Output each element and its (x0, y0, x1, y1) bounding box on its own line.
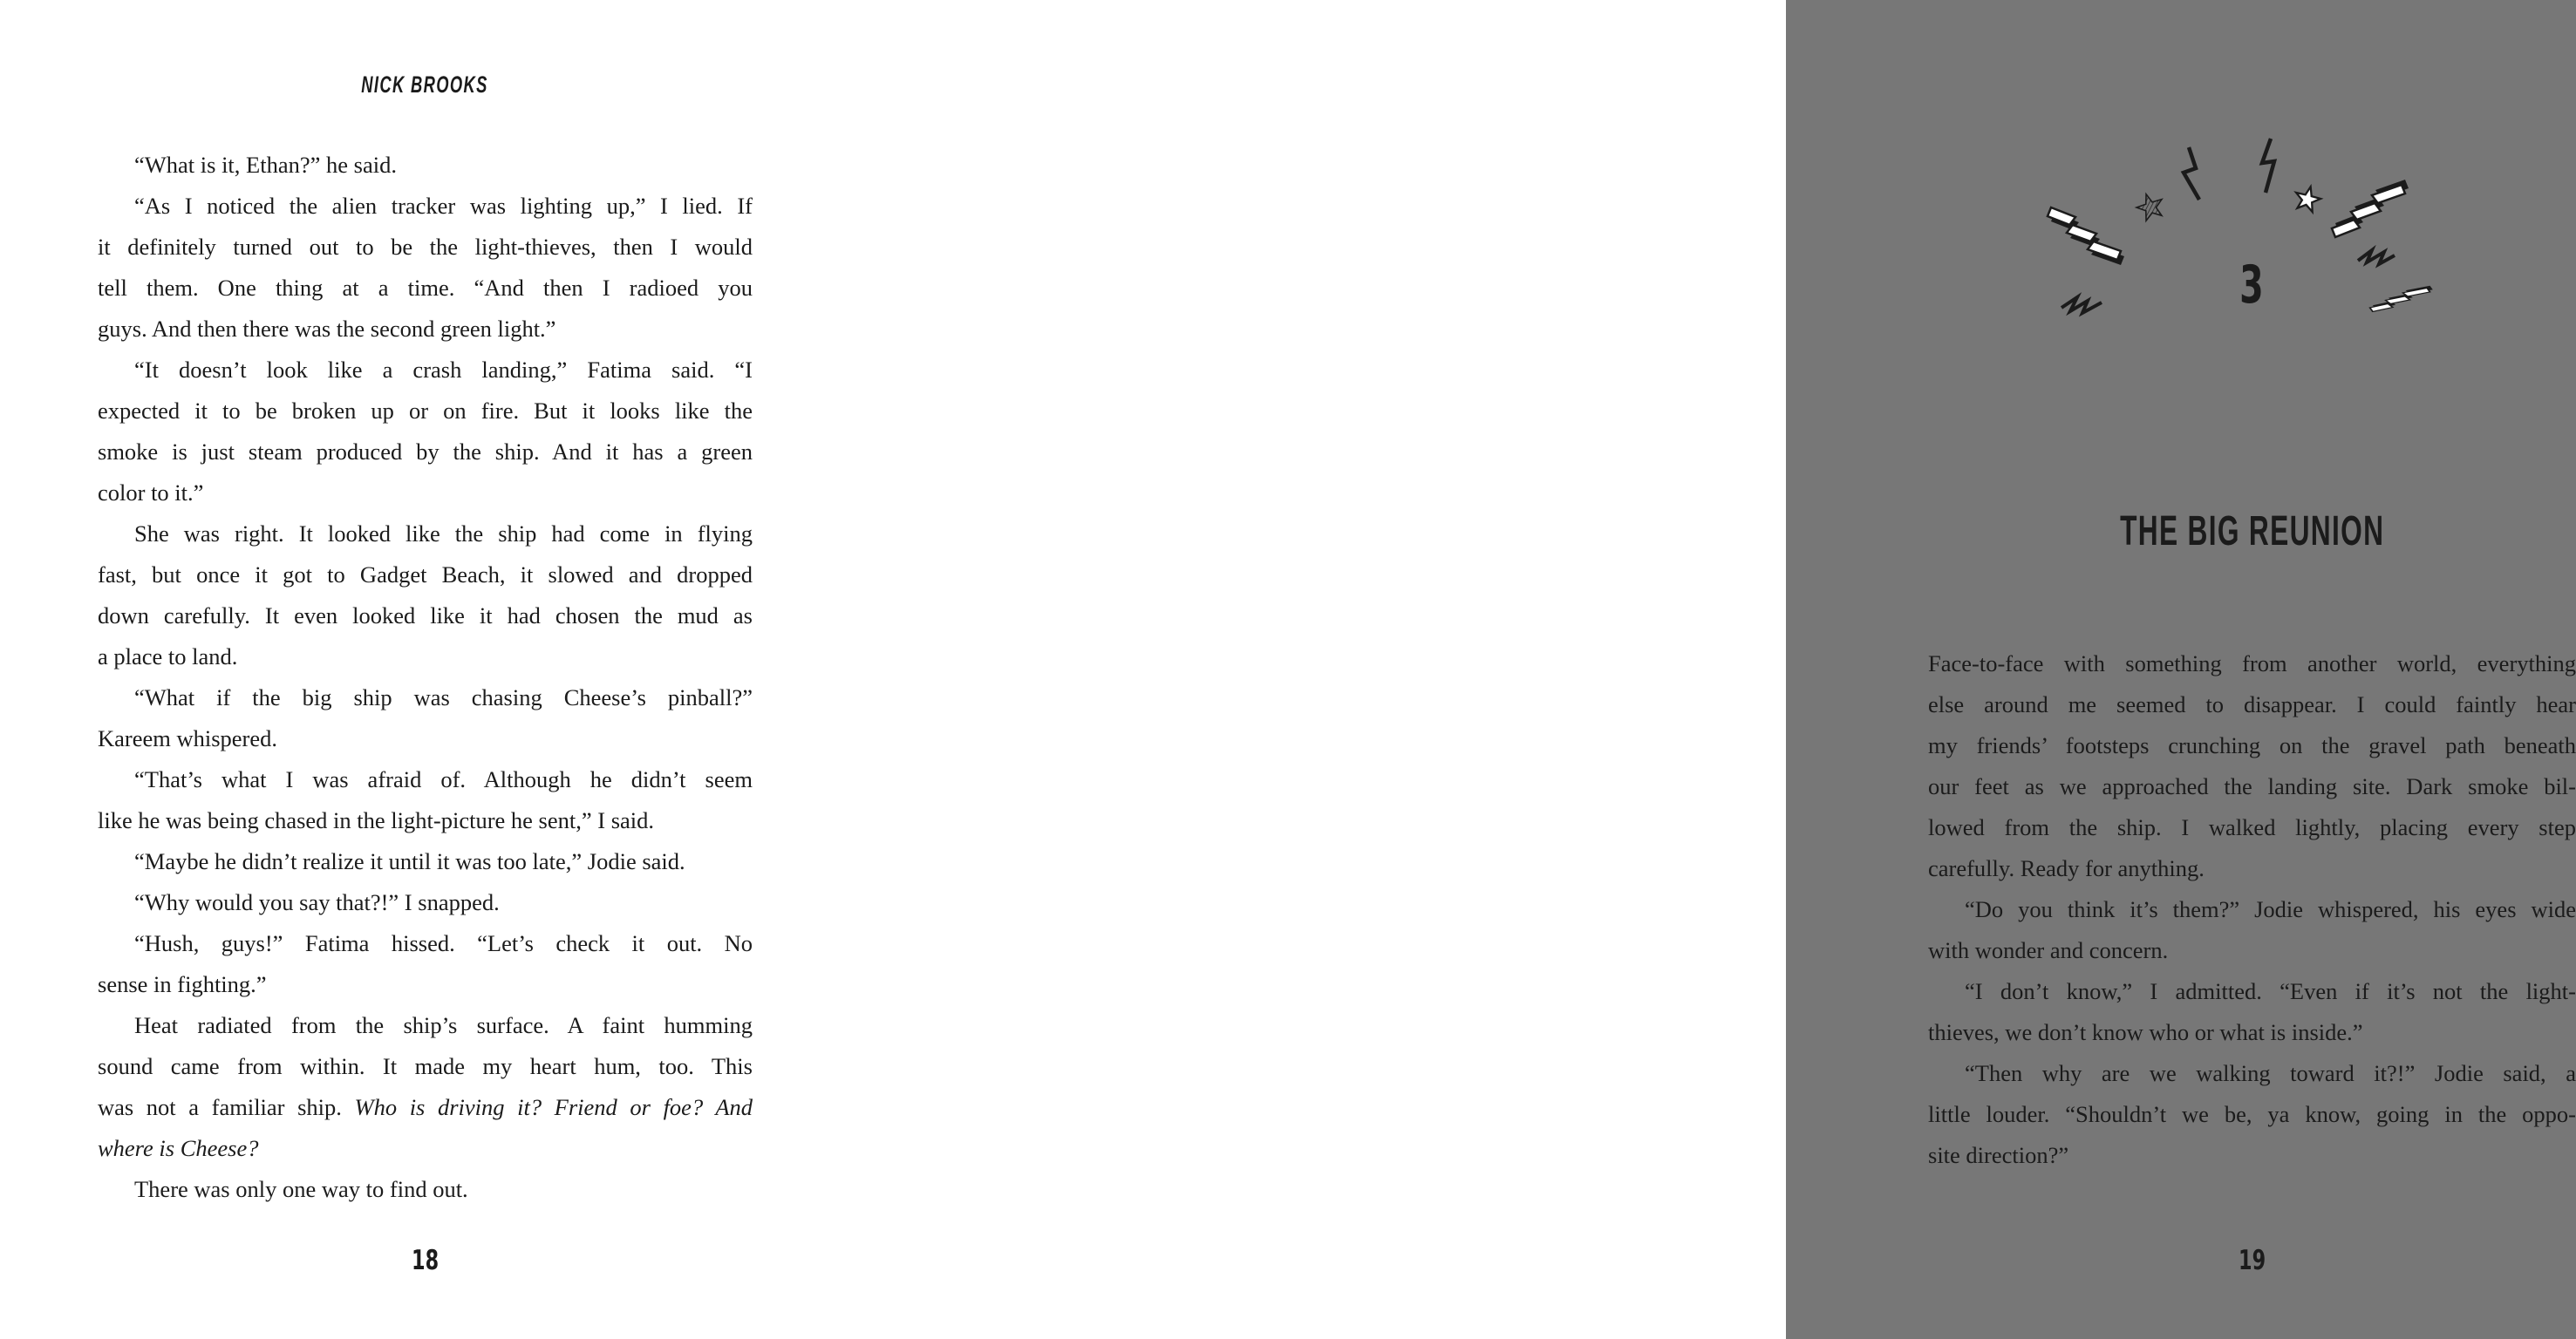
thin-lightning-stroke-right-icon (2262, 139, 2274, 193)
text-line: There was only one way to find out. (134, 1176, 468, 1202)
text-line: “What if the big ship was chasing Cheese’s pinball?” (134, 684, 753, 710)
text-line: sound came from within. It made my heart hum, too. This (98, 1053, 753, 1079)
text-line: “As I noticed the alien tracker was lighting up,” I lied. If (134, 193, 753, 219)
text-line: down carefully. It even looked like it had chosen the mud as (98, 602, 753, 629)
text-line: lowed from the ship. I walked lightly, placing every step (1928, 814, 2576, 840)
outline-star-icon (2293, 184, 2323, 214)
text-line: “It doesn’t look like a crash landing,” Fatima said. “I (134, 357, 753, 383)
text-line: Face-to-face with something from another world, everything (1928, 650, 2576, 676)
text-line: fast, but once it got to Gadget Beach, it slowed and dropped (98, 561, 753, 588)
text-line: sense in fighting.” (98, 971, 267, 997)
right-text-block (1928, 643, 2576, 1176)
text-line: “I don’t know,” I admitted. “Even if it’s not the light- (1965, 978, 2576, 1004)
text-line: smoke is just steam produced by the ship. And it has a green (98, 438, 753, 465)
text-line: “Why would you say that?!” I snapped. (134, 889, 500, 915)
text-line: my friends’ footsteps crunching on the gravel path beneath (1928, 732, 2576, 758)
text-line: color to it.” (98, 479, 204, 506)
page-number-left-text: 18 (411, 1245, 440, 1276)
thin-lightning-stroke-left-icon (2184, 147, 2199, 200)
scribble-star-icon (2134, 190, 2167, 222)
chapter-number (2034, 256, 2470, 314)
text-line: with wonder and concern. (1928, 937, 2169, 963)
text-line: tell them. One thing at a time. “And then I radioed you (98, 275, 753, 301)
page-number-right-text: 19 (2238, 1245, 2266, 1276)
text-line: Kareem whispered. (98, 725, 278, 751)
text-line: else around me seemed to disappear. I could faintly hear (1928, 691, 2576, 717)
text-line: site direction?” (1928, 1142, 2069, 1168)
text-line: like he was being chased in the light-picture he sent,” I said. (98, 807, 655, 833)
text-line: “Do you think it’s them?” Jodie whispered, his eyes wide (1965, 896, 2576, 922)
running-header-text: NICK BROOKS (361, 71, 489, 98)
text-line: “What is it, Ethan?” he said. (134, 152, 397, 178)
text-line: little louder. “Shouldn’t we be, ya know, going in the oppo- (1928, 1101, 2576, 1127)
page-number-left (98, 1245, 753, 1276)
text-line: She was right. It looked like the ship had come in flying (134, 520, 753, 547)
text-line: our feet as we approached the landing site. Dark smoke bil- (1928, 773, 2576, 799)
chapter-title (1928, 507, 2576, 555)
text-line: Heat radiated from the ship’s surface. A faint humming (134, 1012, 753, 1038)
text-line: “Then why are we walking toward it?!” Jodie said, a (1965, 1060, 2576, 1086)
chapter-number-text: 3 (2239, 255, 2264, 316)
text-line: expected it to be broken up or on fire. But it looks like the (98, 398, 753, 424)
text-line: “That’s what I was afraid of. Although he didn’t seem (134, 766, 753, 792)
text-line: “Maybe he didn’t realize it until it was too late,” Jodie said. (134, 848, 685, 874)
text-line: guys. And then there was the second green light.” (98, 316, 556, 342)
page-left (0, 0, 893, 1339)
running-header (98, 71, 753, 99)
text-line: a place to land. (98, 643, 238, 670)
chapter-title-text: THE BIG REUNION (2119, 508, 2385, 554)
text-line: thieves, we don’t know who or what is inside.” (1928, 1019, 2363, 1045)
text-line: it definitely turned out to be the light-thieves, then I would (98, 234, 753, 260)
page-number-right (1928, 1245, 2576, 1276)
page-right (893, 0, 2576, 1339)
text-line: “Hush, guys!” Fatima hissed. “Let’s check it out. No (134, 930, 753, 956)
text-line: where is Cheese? (98, 1135, 259, 1161)
text-line: was not a familiar ship. Who is driving it? Friend or foe? And (98, 1094, 753, 1120)
lightning-bolt-3d-right-icon (2332, 180, 2409, 237)
text-line: carefully. Ready for anything. (1928, 855, 2205, 881)
left-text-block (98, 145, 753, 1210)
